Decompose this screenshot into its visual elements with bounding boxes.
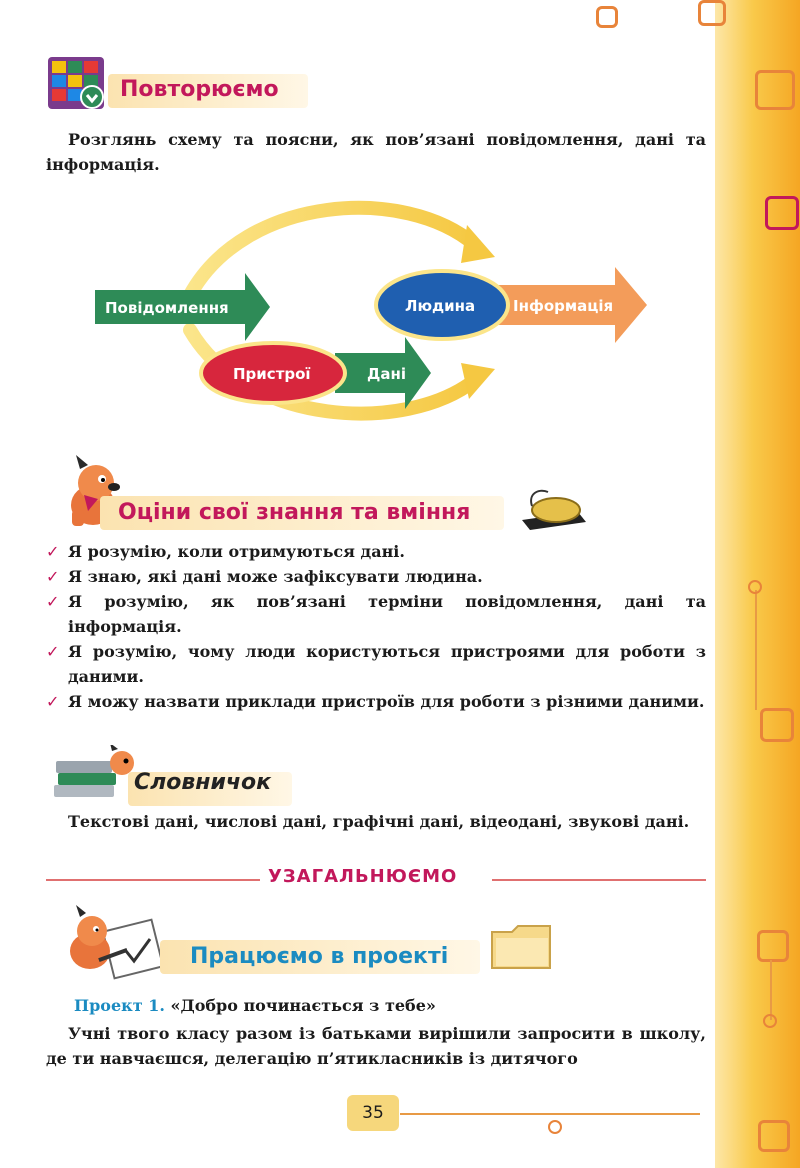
diagram-label-person: Людина bbox=[405, 297, 476, 315]
glossary-paragraph: Текстові дані, числові дані, графічні дані, відеодані, звукові дані. bbox=[68, 812, 690, 831]
decor-square bbox=[765, 196, 799, 230]
folder-icon bbox=[490, 922, 554, 972]
project-number: Проект 1. bbox=[74, 996, 165, 1015]
decor-square bbox=[760, 708, 794, 742]
section-title-repeat: Повторюємо bbox=[120, 77, 279, 102]
checklist-item: ✓ Я розумію, коли отримуються дані. bbox=[46, 539, 706, 564]
decor-ring bbox=[763, 1014, 777, 1028]
diagram-label-information: Інформація bbox=[513, 297, 614, 315]
intro-paragraph: Розглянь схему та поясни, як пов’язані повідомлення, дані та інформація. bbox=[46, 130, 706, 174]
project-name: «Добро починається з тебе» bbox=[170, 996, 436, 1015]
decor-square bbox=[698, 0, 726, 26]
checkmark-icon: ✓ bbox=[46, 542, 60, 561]
checkmark-icon: ✓ bbox=[46, 567, 60, 586]
checklist-item: ✓ Я розумію, чому люди користуються пристроями для роботи з даними. bbox=[46, 639, 706, 689]
checklist-item: ✓ Я розумію, як пов’язані терміни повідомлення, дані та інформація. bbox=[46, 589, 706, 639]
decor-square bbox=[758, 1120, 790, 1152]
checkmark-icon: ✓ bbox=[46, 592, 60, 611]
decor-line bbox=[755, 590, 757, 710]
divider-left bbox=[46, 879, 260, 881]
decor-square bbox=[757, 930, 789, 962]
divider-right bbox=[492, 879, 706, 881]
concept-diagram bbox=[95, 185, 665, 435]
decor-ring bbox=[748, 580, 762, 594]
checklist-item: ✓ Я знаю, які дані може зафіксувати людина. bbox=[46, 564, 706, 589]
cycle-arrowhead-top bbox=[461, 225, 495, 263]
generalize-label: УЗАГАЛЬНЮЄМО bbox=[268, 866, 458, 887]
project-mascot-icon bbox=[58, 905, 168, 985]
page-number: 35 bbox=[347, 1095, 399, 1131]
footer-line bbox=[400, 1113, 700, 1115]
decor-line bbox=[770, 960, 772, 1020]
checklist-item: ✓ Я можу назвати приклади пристроїв для роботи з різними даними. bbox=[46, 689, 706, 714]
checkmark-icon: ✓ bbox=[46, 692, 60, 711]
decor-square bbox=[596, 6, 618, 28]
self-assessment-checklist bbox=[46, 539, 706, 714]
decor-square bbox=[755, 70, 795, 110]
project-heading bbox=[74, 996, 436, 1015]
computer-mouse-icon bbox=[518, 484, 590, 532]
checkmark-icon: ✓ bbox=[46, 642, 60, 661]
diagram-label-message: Повідомлення bbox=[105, 299, 229, 317]
diagram-label-data: Дані bbox=[367, 365, 406, 383]
diagram-label-devices: Пристрої bbox=[233, 365, 311, 383]
section-title-project: Працюємо в проекті bbox=[190, 944, 449, 969]
books-mascot-icon bbox=[50, 745, 140, 803]
repeat-icon bbox=[46, 55, 108, 113]
project-paragraph: Учні твого класу разом із батьками вирішили запросити в школу, де ти навчаєшся, делегацію п’ятикласників із дитячого bbox=[46, 1024, 706, 1068]
footer-ring bbox=[548, 1120, 562, 1134]
section-title-glossary: Словничок bbox=[134, 770, 272, 795]
section-title-assess: Оціни свої знання та вміння bbox=[118, 500, 471, 525]
